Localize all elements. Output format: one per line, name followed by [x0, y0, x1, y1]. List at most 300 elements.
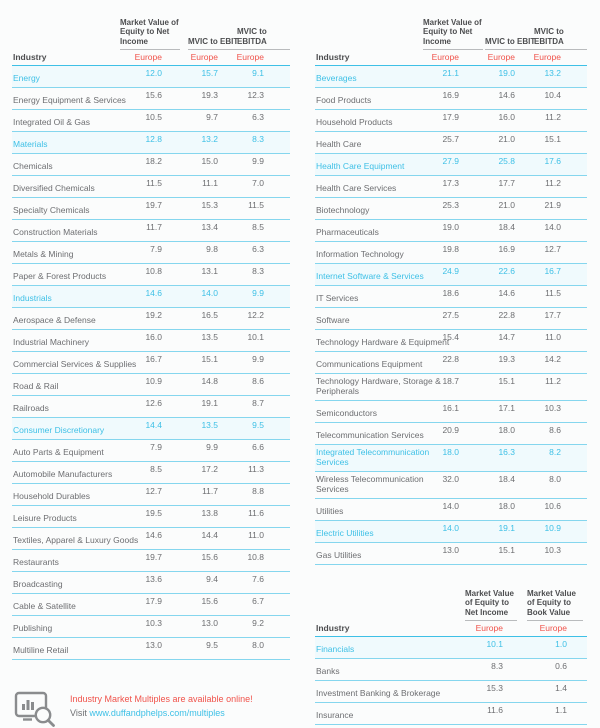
row-industry-label: Health Care [316, 138, 362, 149]
row-value: 11.7 [202, 485, 218, 496]
row-value: 22.8 [442, 353, 459, 364]
row-value: 15.1 [498, 544, 515, 555]
table-row [315, 472, 587, 499]
row-industry-label: Financials [316, 643, 355, 654]
row-value: 8.0 [549, 473, 561, 484]
row-value: 16.0 [145, 331, 162, 342]
row-value: 15.1 [498, 375, 515, 386]
row-value: 9.4 [206, 573, 218, 584]
table-row [315, 521, 587, 543]
row-industry-label: Wireless Telecommunication Services [316, 473, 424, 494]
table-row [315, 132, 587, 154]
col-header-mvic-ebit [188, 37, 240, 51]
table-row [315, 66, 587, 88]
row-industry-label: Integrated Oil & Gas [13, 116, 91, 127]
row-industry-label: Commercial Services & Supplies [13, 358, 137, 369]
row-value: 12.7 [145, 485, 162, 496]
row-value: 11.0 [248, 529, 264, 540]
row-value: 12.2 [247, 309, 264, 320]
row-value: 11.3 [248, 463, 264, 474]
row-industry-label: Biotechnology [316, 204, 370, 215]
table-row [315, 401, 587, 423]
table-body [315, 66, 587, 565]
row-value: 19.7 [145, 551, 162, 562]
row-value: 1.0 [555, 638, 567, 649]
table-row [315, 637, 587, 659]
row-value: 11.0 [545, 331, 561, 342]
row-value: 14.6 [145, 287, 162, 298]
row-value: 14.0 [442, 500, 459, 511]
multiples-table-financials [315, 579, 587, 725]
row-industry-label: Health Care Equipment [316, 160, 405, 171]
row-industry-label: Household Products [316, 116, 393, 127]
table-row [315, 286, 587, 308]
row-value: 32.0 [442, 473, 459, 484]
row-value: 16.9 [442, 89, 459, 100]
row-industry-label: Energy [13, 72, 40, 83]
row-value: 17.2 [201, 463, 218, 474]
row-value: 6.7 [252, 595, 264, 606]
row-value: 9.5 [206, 639, 218, 650]
row-value: 11.6 [487, 704, 503, 715]
col-header-label: MVIC to EBITDA [237, 27, 267, 46]
table-row [315, 88, 587, 110]
row-value: 14.2 [544, 353, 561, 364]
table-row [12, 308, 290, 330]
row-industry-label: Cable & Satellite [13, 600, 76, 611]
table-row [12, 220, 290, 242]
row-value: 15.7 [201, 67, 218, 78]
row-value: 10.6 [544, 500, 561, 511]
row-value: 16.0 [498, 111, 515, 122]
row-value: 15.6 [201, 551, 218, 562]
table-row [12, 462, 290, 484]
row-industry-label: Materials [13, 138, 48, 149]
row-value: 13.5 [201, 331, 218, 342]
table-row [12, 594, 290, 616]
row-value: 10.5 [145, 111, 162, 122]
row-value: 8.0 [252, 639, 264, 650]
row-value: 13.0 [201, 617, 218, 628]
row-value: 11.1 [202, 177, 218, 188]
table-row [12, 506, 290, 528]
col-header-mvic-ebit [485, 37, 537, 51]
table-row [12, 88, 290, 110]
row-industry-label: IT Services [316, 292, 359, 303]
multiples-url-link[interactable]: www.duffandphelps.com/multiples [89, 708, 225, 718]
row-value: 15.3 [201, 199, 218, 210]
row-industry-label: Technology Hardware & Equipment [316, 336, 450, 347]
row-value: 10.1 [486, 638, 503, 649]
industry-column-label: Industry [316, 623, 350, 633]
row-value: 13.6 [145, 573, 162, 584]
row-value: 21.0 [498, 199, 515, 210]
row-value: 14.0 [201, 287, 218, 298]
col-header-label: Market Value of Equity to Book Value [527, 588, 576, 617]
table-row [12, 110, 290, 132]
row-industry-label: Broadcasting [13, 578, 63, 589]
row-value: 12.0 [145, 67, 162, 78]
row-industry-label: Investment Banking & Brokerage [316, 687, 441, 698]
row-value: 9.9 [252, 287, 264, 298]
row-value: 18.0 [498, 500, 515, 511]
row-value: 10.9 [145, 375, 162, 386]
table-row [315, 242, 587, 264]
row-value: 17.1 [498, 402, 515, 413]
promo-headline: Industry Market Multiples are available online! [70, 694, 253, 704]
row-value: 22.8 [498, 309, 515, 320]
row-value: 10.3 [544, 544, 561, 555]
row-value: 21.0 [498, 133, 515, 144]
col-header-mvic-ebitda [237, 27, 290, 50]
row-industry-label: Electric Utilities [316, 527, 374, 538]
row-industry-label: Integrated Telecommunication Services [316, 446, 430, 467]
table-row [315, 110, 587, 132]
row-industry-label: Semiconductors [316, 407, 377, 418]
row-industry-label: Health Care Services [316, 182, 397, 193]
row-value: 19.7 [145, 199, 162, 210]
row-industry-label: Industrial Machinery [13, 336, 90, 347]
region-subheader-row [315, 621, 587, 637]
table-row [315, 703, 587, 725]
row-value: 14.6 [498, 89, 515, 100]
table-row [315, 176, 587, 198]
row-value: 13.5 [201, 419, 218, 430]
row-industry-label: Diversified Chemicals [13, 182, 95, 193]
row-value: 8.5 [252, 221, 264, 232]
row-value: 13.2 [201, 133, 218, 144]
table-row [12, 242, 290, 264]
row-value: 1.4 [555, 682, 567, 693]
table-row [12, 528, 290, 550]
table-row [315, 499, 587, 521]
table-row [315, 264, 587, 286]
row-value: 15.6 [201, 595, 218, 606]
row-value: 14.0 [442, 522, 459, 533]
right-column [315, 8, 587, 725]
row-value: 21.1 [442, 67, 459, 78]
row-value: 8.3 [252, 265, 264, 276]
row-industry-label: Utilities [316, 505, 344, 516]
row-industry-label: Road & Rail [13, 380, 59, 391]
row-value: 17.7 [498, 177, 515, 188]
row-industry-label: Textiles, Apparel & Luxury Goods [13, 534, 139, 545]
multiples-table-beverages-to-utilities [315, 8, 587, 565]
row-value: 16.3 [498, 446, 515, 457]
col-header-label: Market Value of Equity to Net Income [120, 17, 179, 46]
row-industry-label: Publishing [13, 622, 53, 633]
row-value: 8.2 [549, 446, 561, 457]
row-value: 13.8 [201, 507, 218, 518]
table-row [12, 330, 290, 352]
row-value: 16.9 [498, 243, 515, 254]
row-industry-label: Construction Materials [13, 226, 98, 237]
row-industry-label: Insurance [316, 709, 354, 720]
row-value: 7.9 [150, 243, 162, 254]
row-value: 19.2 [145, 309, 162, 320]
row-industry-label: Automobile Manufacturers [13, 468, 113, 479]
row-value: 27.9 [442, 155, 459, 166]
row-value: 8.6 [252, 375, 264, 386]
row-value: 27.5 [442, 309, 459, 320]
region-subheader-row [315, 50, 587, 66]
region-label: Europe [190, 52, 218, 62]
row-value: 21.9 [544, 199, 561, 210]
row-value: 10.9 [544, 522, 561, 533]
table-row [12, 264, 290, 286]
table-header [12, 8, 290, 50]
row-value: 10.4 [544, 89, 561, 100]
region-label: Europe [431, 52, 459, 62]
row-value: 18.7 [442, 375, 459, 386]
row-industry-label: Multiline Retail [13, 644, 69, 655]
row-value: 9.1 [252, 67, 264, 78]
col-header-mv-equity-net-income [465, 589, 517, 622]
row-value: 8.6 [549, 424, 561, 435]
row-value: 13.4 [201, 221, 218, 232]
row-value: 1.1 [555, 704, 567, 715]
row-industry-label: Beverages [316, 72, 357, 83]
table-row [12, 484, 290, 506]
region-label: Europe [236, 52, 264, 62]
row-value: 12.3 [247, 89, 264, 100]
table-row [315, 352, 587, 374]
region-subheader-row [12, 50, 290, 66]
row-value: 7.9 [150, 441, 162, 452]
row-value: 15.4 [442, 331, 459, 342]
table-row [12, 176, 290, 198]
industry-column-label: Industry [13, 52, 47, 62]
row-value: 15.3 [486, 682, 503, 693]
table-body [315, 637, 587, 725]
row-industry-label: Restaurants [13, 556, 59, 567]
row-value: 24.9 [442, 265, 459, 276]
row-value: 14.4 [201, 529, 218, 540]
row-value: 8.7 [252, 397, 264, 408]
row-industry-label: Communications Equipment [316, 358, 423, 369]
row-value: 11.2 [545, 177, 561, 188]
row-value: 25.3 [442, 199, 459, 210]
col-header-mv-equity-book-value [527, 589, 583, 622]
table-row [12, 396, 290, 418]
row-industry-label: Pharmaceuticals [316, 226, 379, 237]
table-row [12, 550, 290, 572]
row-value: 19.8 [442, 243, 459, 254]
row-value: 12.7 [544, 243, 561, 254]
row-value: 11.2 [545, 111, 561, 122]
region-label: Europe [533, 52, 561, 62]
row-value: 8.3 [252, 133, 264, 144]
col-header-label: Market Value of Equity to Net Income [465, 588, 514, 617]
table-row [315, 374, 587, 401]
row-industry-label: Paper & Forest Products [13, 270, 107, 281]
row-value: 11.5 [146, 177, 162, 188]
row-industry-label: Gas Utilities [316, 549, 362, 560]
table-row [12, 638, 290, 660]
region-label: Europe [475, 623, 503, 633]
row-industry-label: Banks [316, 665, 340, 676]
col-header-label: MVIC to EBIT [485, 36, 536, 46]
row-value: 18.6 [442, 287, 459, 298]
row-industry-label: Telecommunication Services [316, 429, 424, 440]
row-value: 15.0 [201, 155, 218, 166]
row-value: 9.7 [206, 111, 218, 122]
row-value: 18.4 [498, 221, 515, 232]
row-industry-label: Energy Equipment & Services [13, 94, 126, 105]
row-industry-label: Industrials [13, 292, 52, 303]
row-industry-label: Consumer Discretionary [13, 424, 105, 435]
row-value: 18.2 [145, 155, 162, 166]
table-row [315, 330, 587, 352]
table-row [315, 681, 587, 703]
table-body [12, 66, 290, 660]
row-value: 13.0 [442, 544, 459, 555]
row-value: 6.6 [252, 441, 264, 452]
table-row [12, 374, 290, 396]
row-value: 16.1 [442, 402, 459, 413]
online-multiples-promo [12, 690, 290, 728]
row-industry-label: Technology Hardware, Storage & Peripherals [316, 375, 441, 396]
table-row [12, 616, 290, 638]
row-industry-label: Chemicals [13, 160, 53, 171]
row-industry-label: Railroads [13, 402, 49, 413]
table-row [315, 659, 587, 681]
row-value: 12.6 [145, 397, 162, 408]
row-value: 19.5 [145, 507, 162, 518]
row-value: 17.7 [544, 309, 561, 320]
row-value: 15.1 [544, 133, 561, 144]
table-row [315, 308, 587, 330]
industry-column-label: Industry [316, 52, 350, 62]
table-row [315, 543, 587, 565]
table-row [12, 572, 290, 594]
region-label: Europe [539, 623, 567, 633]
table-row [12, 440, 290, 462]
row-value: 6.3 [252, 111, 264, 122]
row-value: 15.6 [145, 89, 162, 100]
row-value: 9.9 [252, 353, 264, 364]
table-row [12, 132, 290, 154]
row-value: 19.1 [498, 522, 515, 533]
row-value: 9.8 [206, 243, 218, 254]
col-header-mv-equity-net-income [120, 18, 180, 51]
row-value: 13.1 [201, 265, 218, 276]
row-value: 13.0 [145, 639, 162, 650]
table-row [12, 352, 290, 374]
table-row [12, 66, 290, 88]
row-industry-label: Metals & Mining [13, 248, 74, 259]
row-industry-label: Information Technology [316, 248, 404, 259]
col-header-label: MVIC to EBITDA [534, 27, 564, 46]
row-value: 11.7 [146, 221, 162, 232]
col-header-mv-equity-net-income [423, 18, 483, 51]
promo-visit-line [70, 708, 253, 718]
row-value: 14.6 [145, 529, 162, 540]
row-value: 17.6 [544, 155, 561, 166]
row-value: 10.3 [145, 617, 162, 628]
row-industry-label: Leisure Products [13, 512, 77, 523]
row-value: 8.5 [150, 463, 162, 474]
row-value: 9.9 [206, 441, 218, 452]
row-value: 19.1 [201, 397, 218, 408]
row-industry-label: Aerospace & Defense [13, 314, 96, 325]
region-label: Europe [134, 52, 162, 62]
left-column [12, 8, 290, 728]
row-value: 14.4 [145, 419, 162, 430]
row-value: 14.7 [498, 331, 515, 342]
row-value: 22.6 [498, 265, 515, 276]
col-header-mvic-ebitda [534, 27, 587, 50]
row-industry-label: Specialty Chemicals [13, 204, 90, 215]
row-value: 10.3 [544, 402, 561, 413]
row-value: 9.9 [252, 155, 264, 166]
row-value: 10.8 [145, 265, 162, 276]
row-value: 14.8 [201, 375, 218, 386]
visit-prefix: Visit [70, 708, 90, 718]
row-value: 9.2 [252, 617, 264, 628]
row-value: 8.8 [252, 485, 264, 496]
row-value: 11.2 [545, 375, 561, 386]
row-industry-label: Software [316, 314, 350, 325]
row-value: 17.9 [145, 595, 162, 606]
row-value: 19.3 [498, 353, 515, 364]
row-value: 19.0 [442, 221, 459, 232]
table-header [315, 579, 587, 621]
region-label: Europe [487, 52, 515, 62]
monitor-bar-chart-magnifier-icon [14, 690, 56, 728]
row-value: 6.3 [252, 243, 264, 254]
row-value: 10.1 [247, 331, 264, 342]
row-value: 7.6 [252, 573, 264, 584]
row-value: 11.5 [248, 199, 264, 210]
table-row [12, 198, 290, 220]
row-value: 10.8 [247, 551, 264, 562]
row-value: 20.9 [442, 424, 459, 435]
row-industry-label: Internet Software & Services [316, 270, 424, 281]
row-value: 7.0 [252, 177, 264, 188]
row-value: 19.3 [201, 89, 218, 100]
table-header [315, 8, 587, 50]
multiples-table-energy-to-retail [12, 8, 290, 660]
row-value: 19.0 [498, 67, 515, 78]
row-value: 0.6 [555, 660, 567, 671]
row-value: 25.8 [498, 155, 515, 166]
row-value: 16.7 [145, 353, 162, 364]
table-row [315, 154, 587, 176]
row-value: 11.6 [248, 507, 264, 518]
table-row [315, 445, 587, 472]
row-industry-label: Household Durables [13, 490, 91, 501]
row-value: 16.5 [201, 309, 218, 320]
table-row [315, 198, 587, 220]
col-header-label: MVIC to EBIT [188, 36, 239, 46]
row-value: 11.5 [545, 287, 561, 298]
row-value: 18.0 [498, 424, 515, 435]
row-industry-label: Food Products [316, 94, 372, 105]
row-industry-label: Auto Parts & Equipment [13, 446, 104, 457]
table-row [315, 423, 587, 445]
row-value: 18.4 [498, 473, 515, 484]
row-value: 18.0 [442, 446, 459, 457]
promo-text [70, 690, 253, 718]
row-value: 12.8 [145, 133, 162, 144]
row-value: 14.0 [544, 221, 561, 232]
table-row [12, 286, 290, 308]
table-row [12, 418, 290, 440]
row-value: 25.7 [442, 133, 459, 144]
row-value: 17.3 [442, 177, 459, 188]
row-value: 9.5 [252, 419, 264, 430]
